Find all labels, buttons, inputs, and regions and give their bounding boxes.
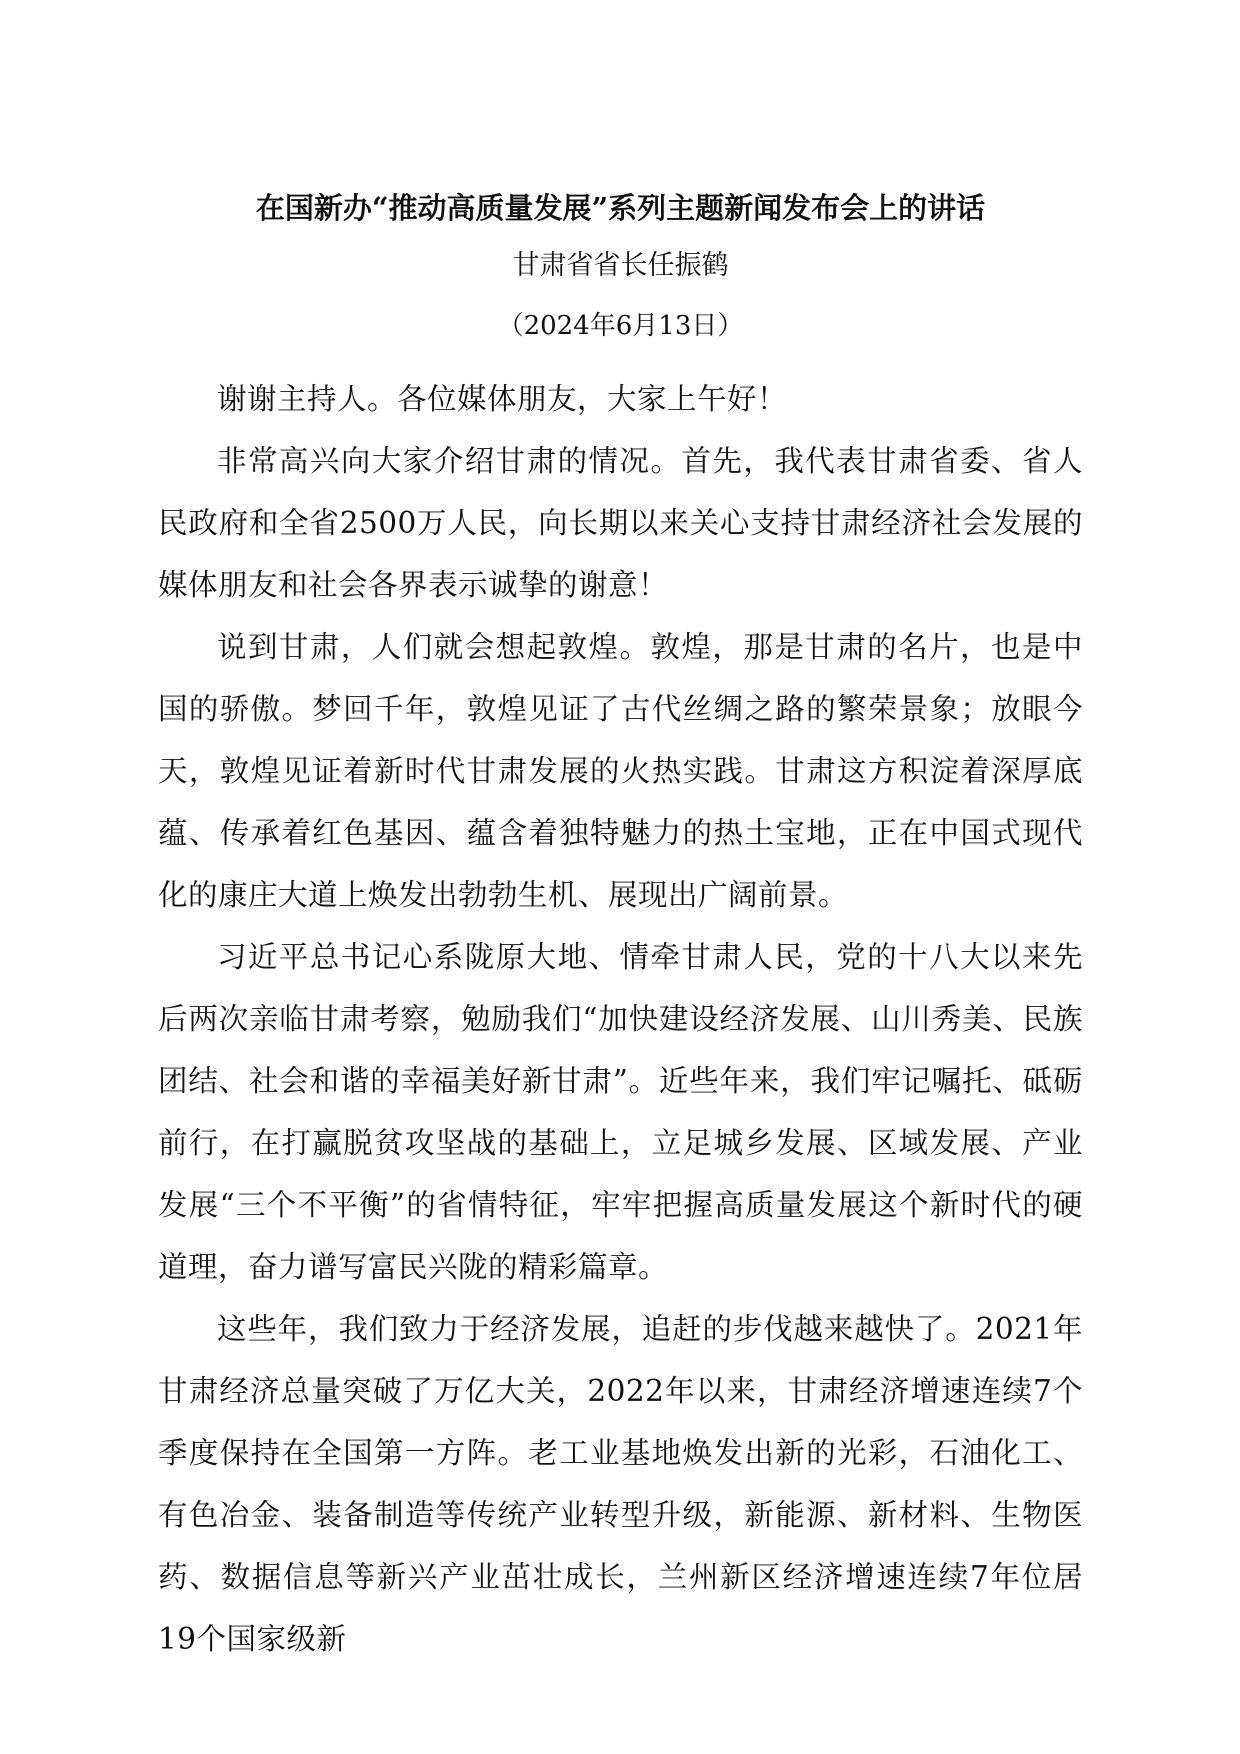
document-date: （2024年6月13日） [497,311,744,341]
document-page [158,188,1083,1670]
paragraph-general-secretary: 习近平总书记心系陇原大地、情牵甘肃人民，党的十八大以来先后两次亲临甘肃考察，勉励我们“加快建设经济发展、山川秀美、民族团结、社会和谐的幸福美好新甘肃”。近些年来，我们牢记嘱托、砥砺前行，在打赢脱贫攻坚战的基础上，立足城乡发展、区域发展、产业发展“三个不平衡”的省情特征，牢牢把握高质量发展这个新时代的硬道理，奋力谱写富民兴陇的精彩篇章。 [158,940,1083,1284]
paragraph-dunhuang: 说到甘肃，人们就会想起敦煌。敦煌，那是甘肃的名片，也是中国的骄傲。梦回千年，敦煌见证了古代丝绸之路的繁荣景象；放眼今天，敦煌见证着新时代甘肃发展的火热实践。甘肃这方积淀着深厚底蕴、传承着红色基因、蕴含着独特魅力的热土宝地，正在中国式现代化的康庄大道上焕发出勃勃生机、展现出广阔前景。 [158,630,1083,912]
paragraph-economic-development: 这些年，我们致力于经济发展，追赶的步伐越来越快了。2021年甘肃经济总量突破了万亿大关，2022年以来，甘肃经济增速连续7个季度保持在全国第一方阵。老工业基地焕发出新的光彩，石油化工、有色冶金、装备制造等传统产业转型升级，新能源、新材料、生物医药、数据信息等新兴产业茁壮成长，兰州新区经济增速连续7年位居19个国家级新 [158,1312,1083,1656]
paragraph-greeting: 谢谢主持人。各位媒体朋友，大家上午好！ [217,382,788,416]
document-title: 在国新办“推动高质量发展”系列主题新闻发布会上的讲话 [255,191,986,225]
document-author: 甘肃省省长任振鹤 [512,250,729,281]
paragraph-introduction: 非常高兴向大家介绍甘肃的情况。首先，我代表甘肃省委、省人民政府和全省2500万人民，向长期以来关心支持甘肃经济社会发展的媒体朋友和社会各界表示诚挚的谢意！ [158,444,1083,602]
